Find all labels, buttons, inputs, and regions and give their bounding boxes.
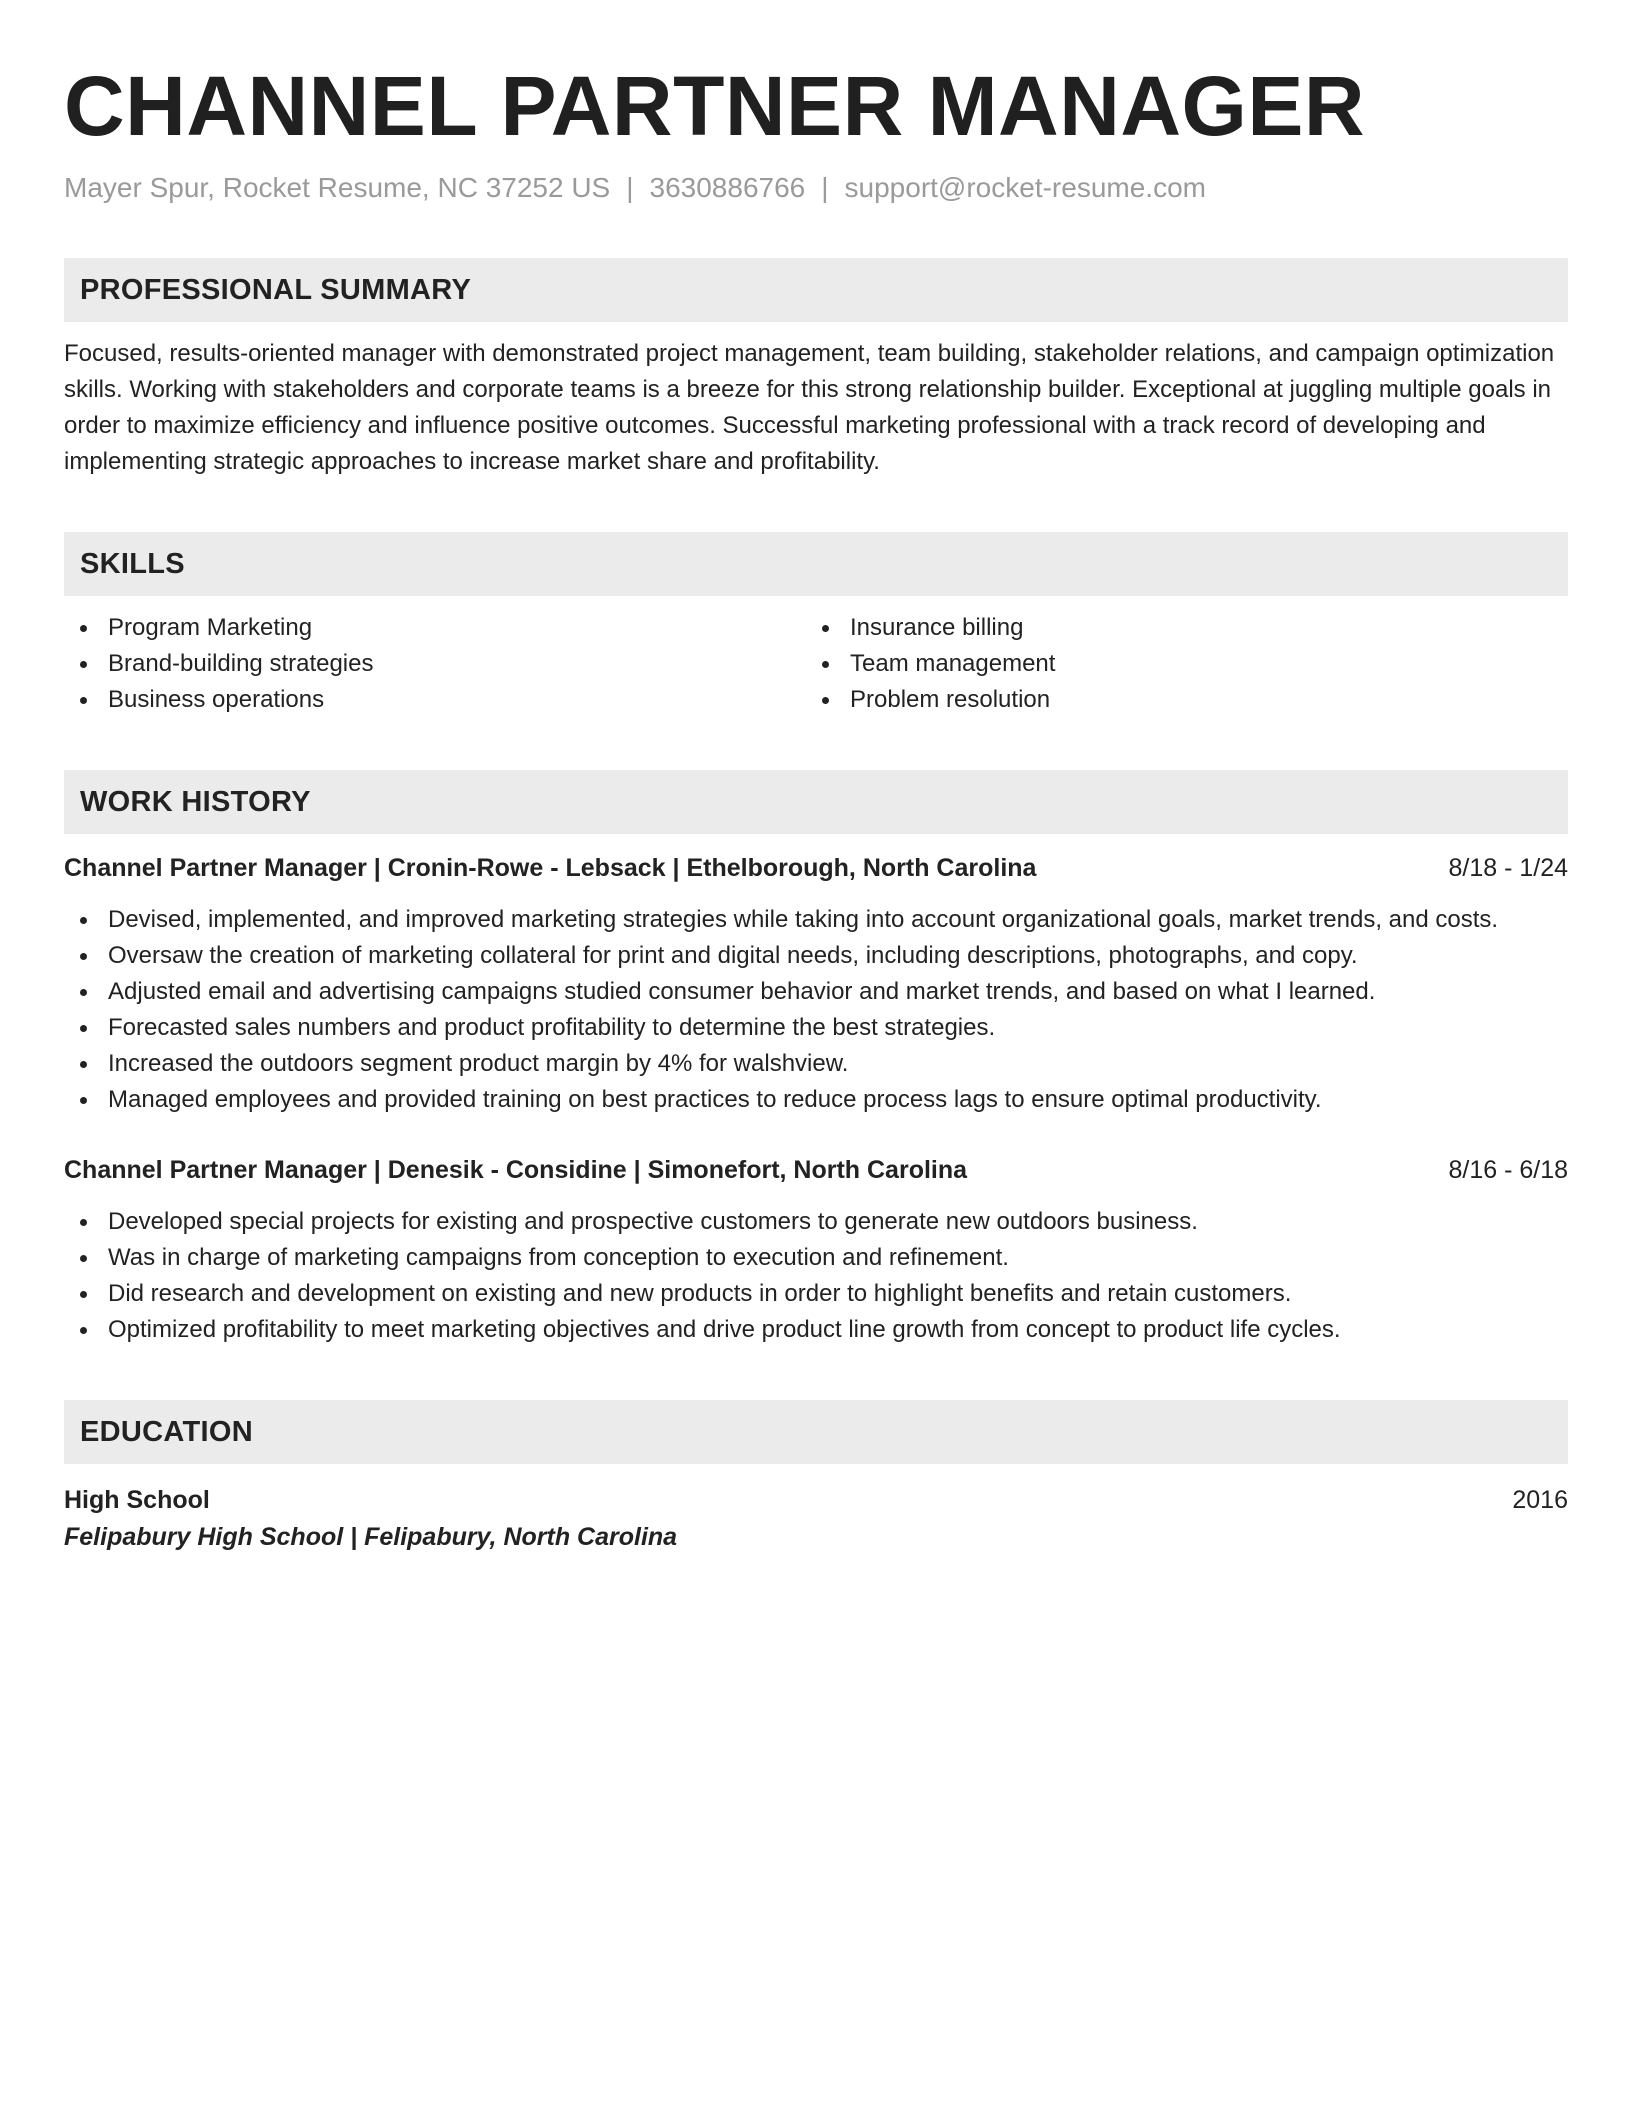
contact-phone: 3630886766: [649, 172, 806, 203]
job-bullets: [64, 1204, 1568, 1348]
skills-column-right: [806, 610, 1548, 718]
skill-item: Brand-building strategies: [64, 646, 806, 682]
skill-item: Program Marketing: [64, 610, 806, 646]
job-title: Channel Partner Manager | Denesik - Considine | Simonefort, North Carolina: [64, 1156, 968, 1184]
education-school: Felipabury High School | Felipabury, North Carolina: [64, 1523, 678, 1551]
education-degree: High School: [64, 1486, 210, 1514]
contact-line: [64, 170, 1568, 206]
job-entry: [64, 850, 1568, 1118]
job-bullet: Did research and development on existing and new products in order to highlight benefits and retain customers.: [64, 1276, 1568, 1312]
job-bullet: Developed special projects for existing and prospective customers to generate new outdoors business.: [64, 1204, 1568, 1240]
job-bullets: [64, 902, 1568, 1118]
job-bullet: Managed employees and provided training on best practices to reduce process lags to ensure optimal productivity.: [64, 1082, 1568, 1118]
job-bullet: Was in charge of marketing campaigns from conception to execution and refinement.: [64, 1240, 1568, 1276]
job-header: [64, 1152, 1568, 1188]
education-year: 2016: [1512, 1486, 1568, 1514]
education-entry: [64, 1482, 1568, 1556]
job-title: Channel Partner Manager | Cronin-Rowe - Lebsack | Ethelborough, North Carolina: [64, 854, 1037, 882]
skill-item: Business operations: [64, 682, 806, 718]
skills-column-left: [64, 610, 806, 718]
candidate-name: CHANNEL PARTNER MANAGER: [64, 59, 1366, 153]
contact-separator: |: [626, 172, 634, 203]
skill-item: Insurance billing: [806, 610, 1548, 646]
summary-heading: PROFESSIONAL SUMMARY: [64, 258, 1568, 322]
contact-email: support@rocket-resume.com: [844, 172, 1206, 203]
contact-address: Mayer Spur, Rocket Resume, NC 37252 US: [64, 172, 611, 203]
skill-item: Team management: [806, 646, 1548, 682]
education-heading: EDUCATION: [64, 1400, 1568, 1464]
job-bullet: Oversaw the creation of marketing collateral for print and digital needs, including descriptions, photographs, and copy.: [64, 938, 1568, 974]
skills-list: [64, 610, 1568, 718]
job-bullet: Devised, implemented, and improved marketing strategies while taking into account organizational goals, market trends, and costs.: [64, 902, 1568, 938]
contact-separator: |: [821, 172, 829, 203]
job-dates: 8/16 - 6/18: [1448, 1156, 1568, 1184]
job-entry: [64, 1152, 1568, 1348]
skill-item: Problem resolution: [806, 682, 1548, 718]
job-bullet: Optimized profitability to meet marketing objectives and drive product line growth from concept to product life cycles.: [64, 1312, 1568, 1348]
skills-heading: SKILLS: [64, 532, 1568, 596]
summary-text: Focused, results-oriented manager with demonstrated project management, team building, stakeholder relations, and campaign optimization skills. Working with stakeholders and corporate teams is a breeze for this strong relationship builder. Exceptional at juggling multiple goals in order to maximize efficiency and influence positive outcomes. Successful marketing professional with a track record of developing and implementing strategic approaches to increase market share and profitability.: [64, 340, 1555, 475]
education-header: [64, 1482, 1568, 1518]
work-history-heading: WORK HISTORY: [64, 770, 1568, 834]
job-bullet: Forecasted sales numbers and product profitability to determine the best strategies.: [64, 1010, 1568, 1046]
job-bullet: Increased the outdoors segment product margin by 4% for walshview.: [64, 1046, 1568, 1082]
job-bullet: Adjusted email and advertising campaigns studied consumer behavior and market trends, and based on what I learned.: [64, 974, 1568, 1010]
job-dates: 8/18 - 1/24: [1448, 854, 1568, 882]
job-header: [64, 850, 1568, 886]
